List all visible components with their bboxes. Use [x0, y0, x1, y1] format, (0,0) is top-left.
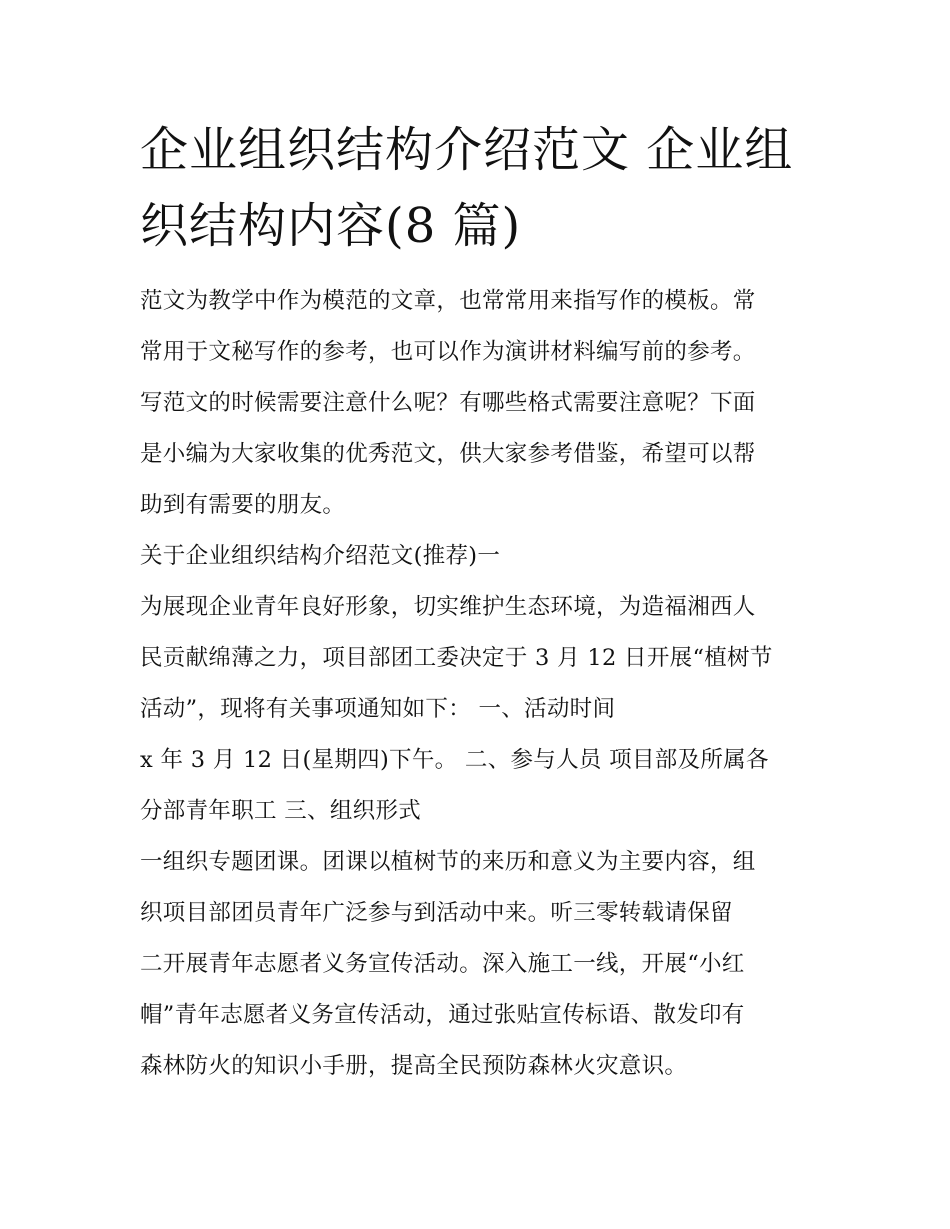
text-line: 常用于文秘写作的参考，也可以作为演讲材料编写前的参考。: [140, 339, 756, 365]
text-line: 范文为教学中作为模范的文章，也常常用来指写作的模板。常: [140, 288, 756, 314]
document-title: [140, 112, 820, 264]
text-line: 织项目部团员青年广泛参与到活动中来。听三零转载请保留: [140, 900, 733, 926]
text-line: 助到有需要的朋友。: [140, 492, 346, 518]
text-line: 为展现企业青年良好形象，切实维护生态环境，为造福湘西人: [140, 594, 756, 620]
text-line: 森林防火的知识小手册，提高全民预防森林火灾意识。: [140, 1053, 688, 1079]
section-heading: 关于企业组织结构介绍范文(推荐)一: [140, 543, 501, 569]
text-line: 是小编为大家收集的优秀范文，供大家参考借鉴，希望可以帮: [140, 441, 756, 467]
text-line: 民贡献绵薄之力，项目部团工委决定于 3 月 12 日开展“植树节: [140, 645, 773, 671]
text-line: x 年 3 月 12 日(星期四)下午。 二、参与人员 项目部及所属各: [140, 747, 769, 773]
title-line: 企业组织结构介绍范文 企业组: [140, 122, 794, 178]
text-line: 活动”，现将有关事项通知如下： 一、活动时间: [140, 696, 616, 722]
text-line: 二开展青年志愿者义务宣传活动。深入施工一线，开展“小红: [140, 951, 745, 977]
document-body: [140, 276, 820, 1092]
text-line: 一组织专题团课。团课以植树节的来历和意义为主要内容，组: [140, 849, 756, 875]
text-line: 帽”青年志愿者义务宣传活动，通过张贴宣传标语、散发印有: [140, 1002, 745, 1028]
text-line: 分部青年职工 三、组织形式: [140, 798, 422, 824]
title-line: 织结构内容(8 篇): [140, 198, 522, 254]
text-line: 写范文的时候需要注意什么呢？有哪些格式需要注意呢？下面: [140, 390, 756, 416]
